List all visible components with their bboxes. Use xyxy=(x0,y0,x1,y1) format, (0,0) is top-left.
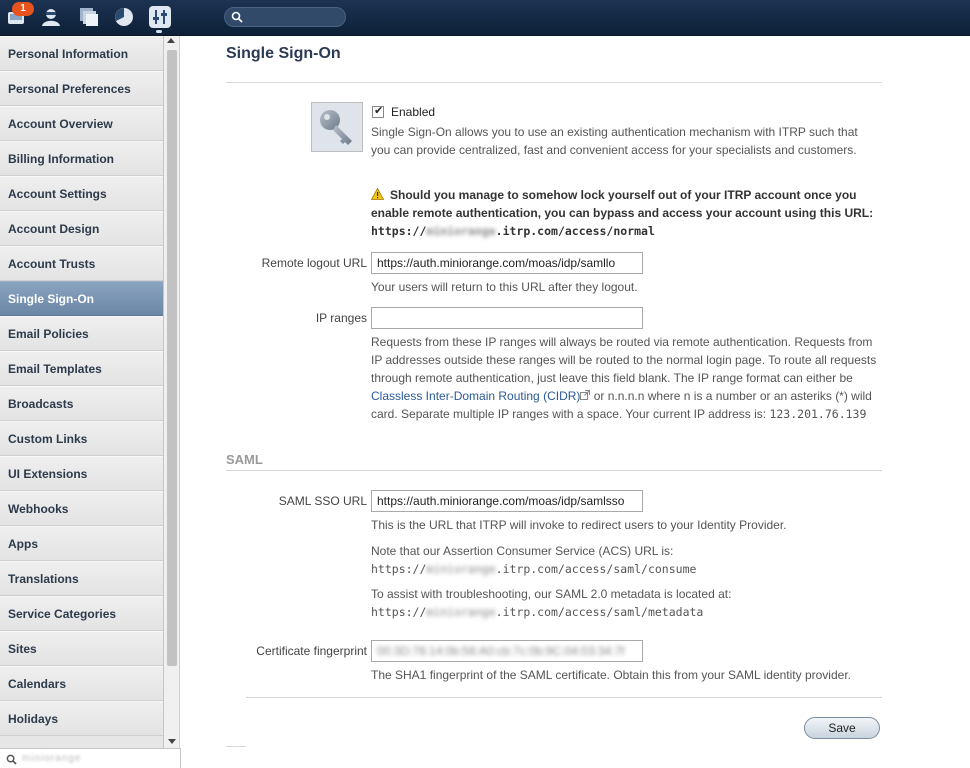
sidebar-search[interactable] xyxy=(0,748,181,768)
sidebar-item-ui-extensions[interactable]: UI Extensions xyxy=(0,456,163,491)
fingerprint-label: Certificate fingerprint xyxy=(256,644,367,658)
metadata-url xyxy=(371,603,703,621)
sidebar-item-billing-information[interactable]: Billing Information xyxy=(0,141,163,176)
sidebar-item-single-sign-on[interactable]: Single Sign-On xyxy=(0,281,163,316)
sidebar-item-holidays[interactable]: Holidays xyxy=(0,701,163,736)
main-content xyxy=(181,36,970,768)
sidebar-item-personal-preferences[interactable]: Personal Preferences xyxy=(0,71,163,106)
sidebar-item-translations[interactable]: Translations xyxy=(0,561,163,596)
remote-logout-input[interactable]: https://auth.miniorange.com/moas/idp/samllo xyxy=(371,252,643,274)
fingerprint-input[interactable] xyxy=(371,640,643,662)
sidebar-item-broadcasts[interactable]: Broadcasts xyxy=(0,386,163,421)
saml-sso-input[interactable]: https://auth.miniorange.com/moas/idp/samlsso xyxy=(371,490,643,512)
bypass-url-suffix: .itrp.com/access/normal xyxy=(495,224,655,238)
enabled-label: Enabled xyxy=(391,105,436,119)
bottom-divider xyxy=(226,746,246,747)
enabled-help-text: Single Sign-On allows you to use an existing authentication mechanism with ITRP such that you can provide centralized, fast and convenient access for your specialists and customers. xyxy=(371,125,858,157)
sidebar-scrollbar[interactable] xyxy=(164,36,180,748)
bypass-url-account: miniorange xyxy=(426,224,496,238)
current-ip-address: 123.201.76.139 xyxy=(769,407,867,421)
scroll-thumb[interactable] xyxy=(167,50,177,666)
sidebar-item-calendars[interactable]: Calendars xyxy=(0,666,163,701)
acs-url-account: miniorange xyxy=(426,562,496,576)
remote-logout-help: Your users will return to this URL after they logout. xyxy=(371,280,638,294)
sidebar-item-personal-information[interactable]: Personal Information xyxy=(0,36,163,71)
settings-sidebar xyxy=(0,36,164,748)
top-toolbar xyxy=(0,0,970,36)
remote-logout-label: Remote logout URL xyxy=(261,256,367,270)
cidr-link[interactable]: Classless Inter-Domain Routing (CIDR) xyxy=(371,389,581,403)
key-icon xyxy=(311,102,363,152)
analytics-icon[interactable] xyxy=(113,6,135,28)
global-search[interactable] xyxy=(224,7,346,27)
fingerprint-value: 00:3D:78:14:0b:56:A0:cb:7c:0b:9C:04:03:34:7f xyxy=(377,644,625,658)
settings-icon[interactable] xyxy=(149,6,171,28)
acs-help: Note that our Assertion Consumer Service (ACS) URL is: xyxy=(371,544,674,558)
sidebar-item-account-trusts[interactable]: Account Trusts xyxy=(0,246,163,281)
title-divider xyxy=(226,82,882,83)
acs-url xyxy=(371,560,696,578)
metadata-help: To assist with troubleshooting, our SAML 2.0 metadata is located at: xyxy=(371,587,732,601)
saml-divider xyxy=(226,470,882,471)
warning-text: Should you manage to somehow lock yourself out of your ITRP account once you enable remote authentication, you can bypass and access your account using this URL: xyxy=(371,188,874,220)
sidebar-item-sites[interactable]: Sites xyxy=(0,631,163,666)
search-icon xyxy=(6,754,17,765)
acs-url-prefix: https:// xyxy=(371,562,427,576)
ip-help-part-1: Requests from these IP ranges will always be routed via remote authentication. Requests from IP addresses outside these ranges will be routed to the normal login page. To route all requests through remote authentication, just leave this field blank. The IP range format can either be xyxy=(371,335,877,385)
external-link-icon xyxy=(580,390,590,400)
sidebar-item-account-overview[interactable]: Account Overview xyxy=(0,106,163,141)
metadata-url-account: miniorange xyxy=(426,605,496,619)
saml-section-title: SAML xyxy=(226,452,263,467)
lockout-warning xyxy=(371,186,891,240)
sidebar-item-custom-links[interactable]: Custom Links xyxy=(0,421,163,456)
saml-sso-help: This is the URL that ITRP will invoke to redirect users to your Identity Provider. xyxy=(371,518,787,532)
sidebar-item-account-settings[interactable]: Account Settings xyxy=(0,176,163,211)
records-icon[interactable] xyxy=(78,6,100,28)
ip-ranges-input[interactable] xyxy=(371,307,643,329)
search-input[interactable] xyxy=(247,10,341,24)
sidebar-item-apps[interactable]: Apps xyxy=(0,526,163,561)
sidebar-item-email-templates[interactable]: Email Templates xyxy=(0,351,163,386)
ip-help-part-2: or n.n.n.n where n is a number or an asteriks (*) wild card. Separate multiple IP ranges with a space. Your current IP address is: xyxy=(371,389,872,421)
bypass-url-prefix: https:// xyxy=(371,224,427,238)
sidebar-item-email-policies[interactable]: Email Policies xyxy=(0,316,163,351)
scroll-down-arrow-icon[interactable] xyxy=(168,739,176,744)
enabled-checkbox[interactable] xyxy=(372,106,384,118)
save-button[interactable]: Save xyxy=(804,717,880,739)
form-footer-divider xyxy=(246,697,882,698)
sidebar-search-value: miniorange xyxy=(22,753,82,764)
active-indicator xyxy=(156,30,162,33)
ip-ranges-help xyxy=(371,333,881,423)
metadata-url-prefix: https:// xyxy=(371,605,427,619)
bypass-url xyxy=(371,224,655,238)
scroll-up-arrow-icon[interactable] xyxy=(167,38,175,43)
user-icon[interactable] xyxy=(40,6,62,28)
metadata-url-suffix: .itrp.com/access/saml/metadata xyxy=(495,605,704,619)
notification-badge: 1 xyxy=(12,2,34,16)
ip-ranges-label: IP ranges xyxy=(315,311,367,325)
fingerprint-help: The SHA1 fingerprint of the SAML certificate. Obtain this from your SAML identity provider. xyxy=(371,668,851,682)
sidebar-item-service-categories[interactable]: Service Categories xyxy=(0,596,163,631)
sidebar-item-webhooks[interactable]: Webhooks xyxy=(0,491,163,526)
sidebar-item-account-design[interactable]: Account Design xyxy=(0,211,163,246)
acs-url-suffix: .itrp.com/access/saml/consume xyxy=(495,562,697,576)
search-icon xyxy=(231,11,243,23)
saml-sso-label: SAML SSO URL xyxy=(278,494,367,508)
page-title: Single Sign-On xyxy=(226,45,341,62)
